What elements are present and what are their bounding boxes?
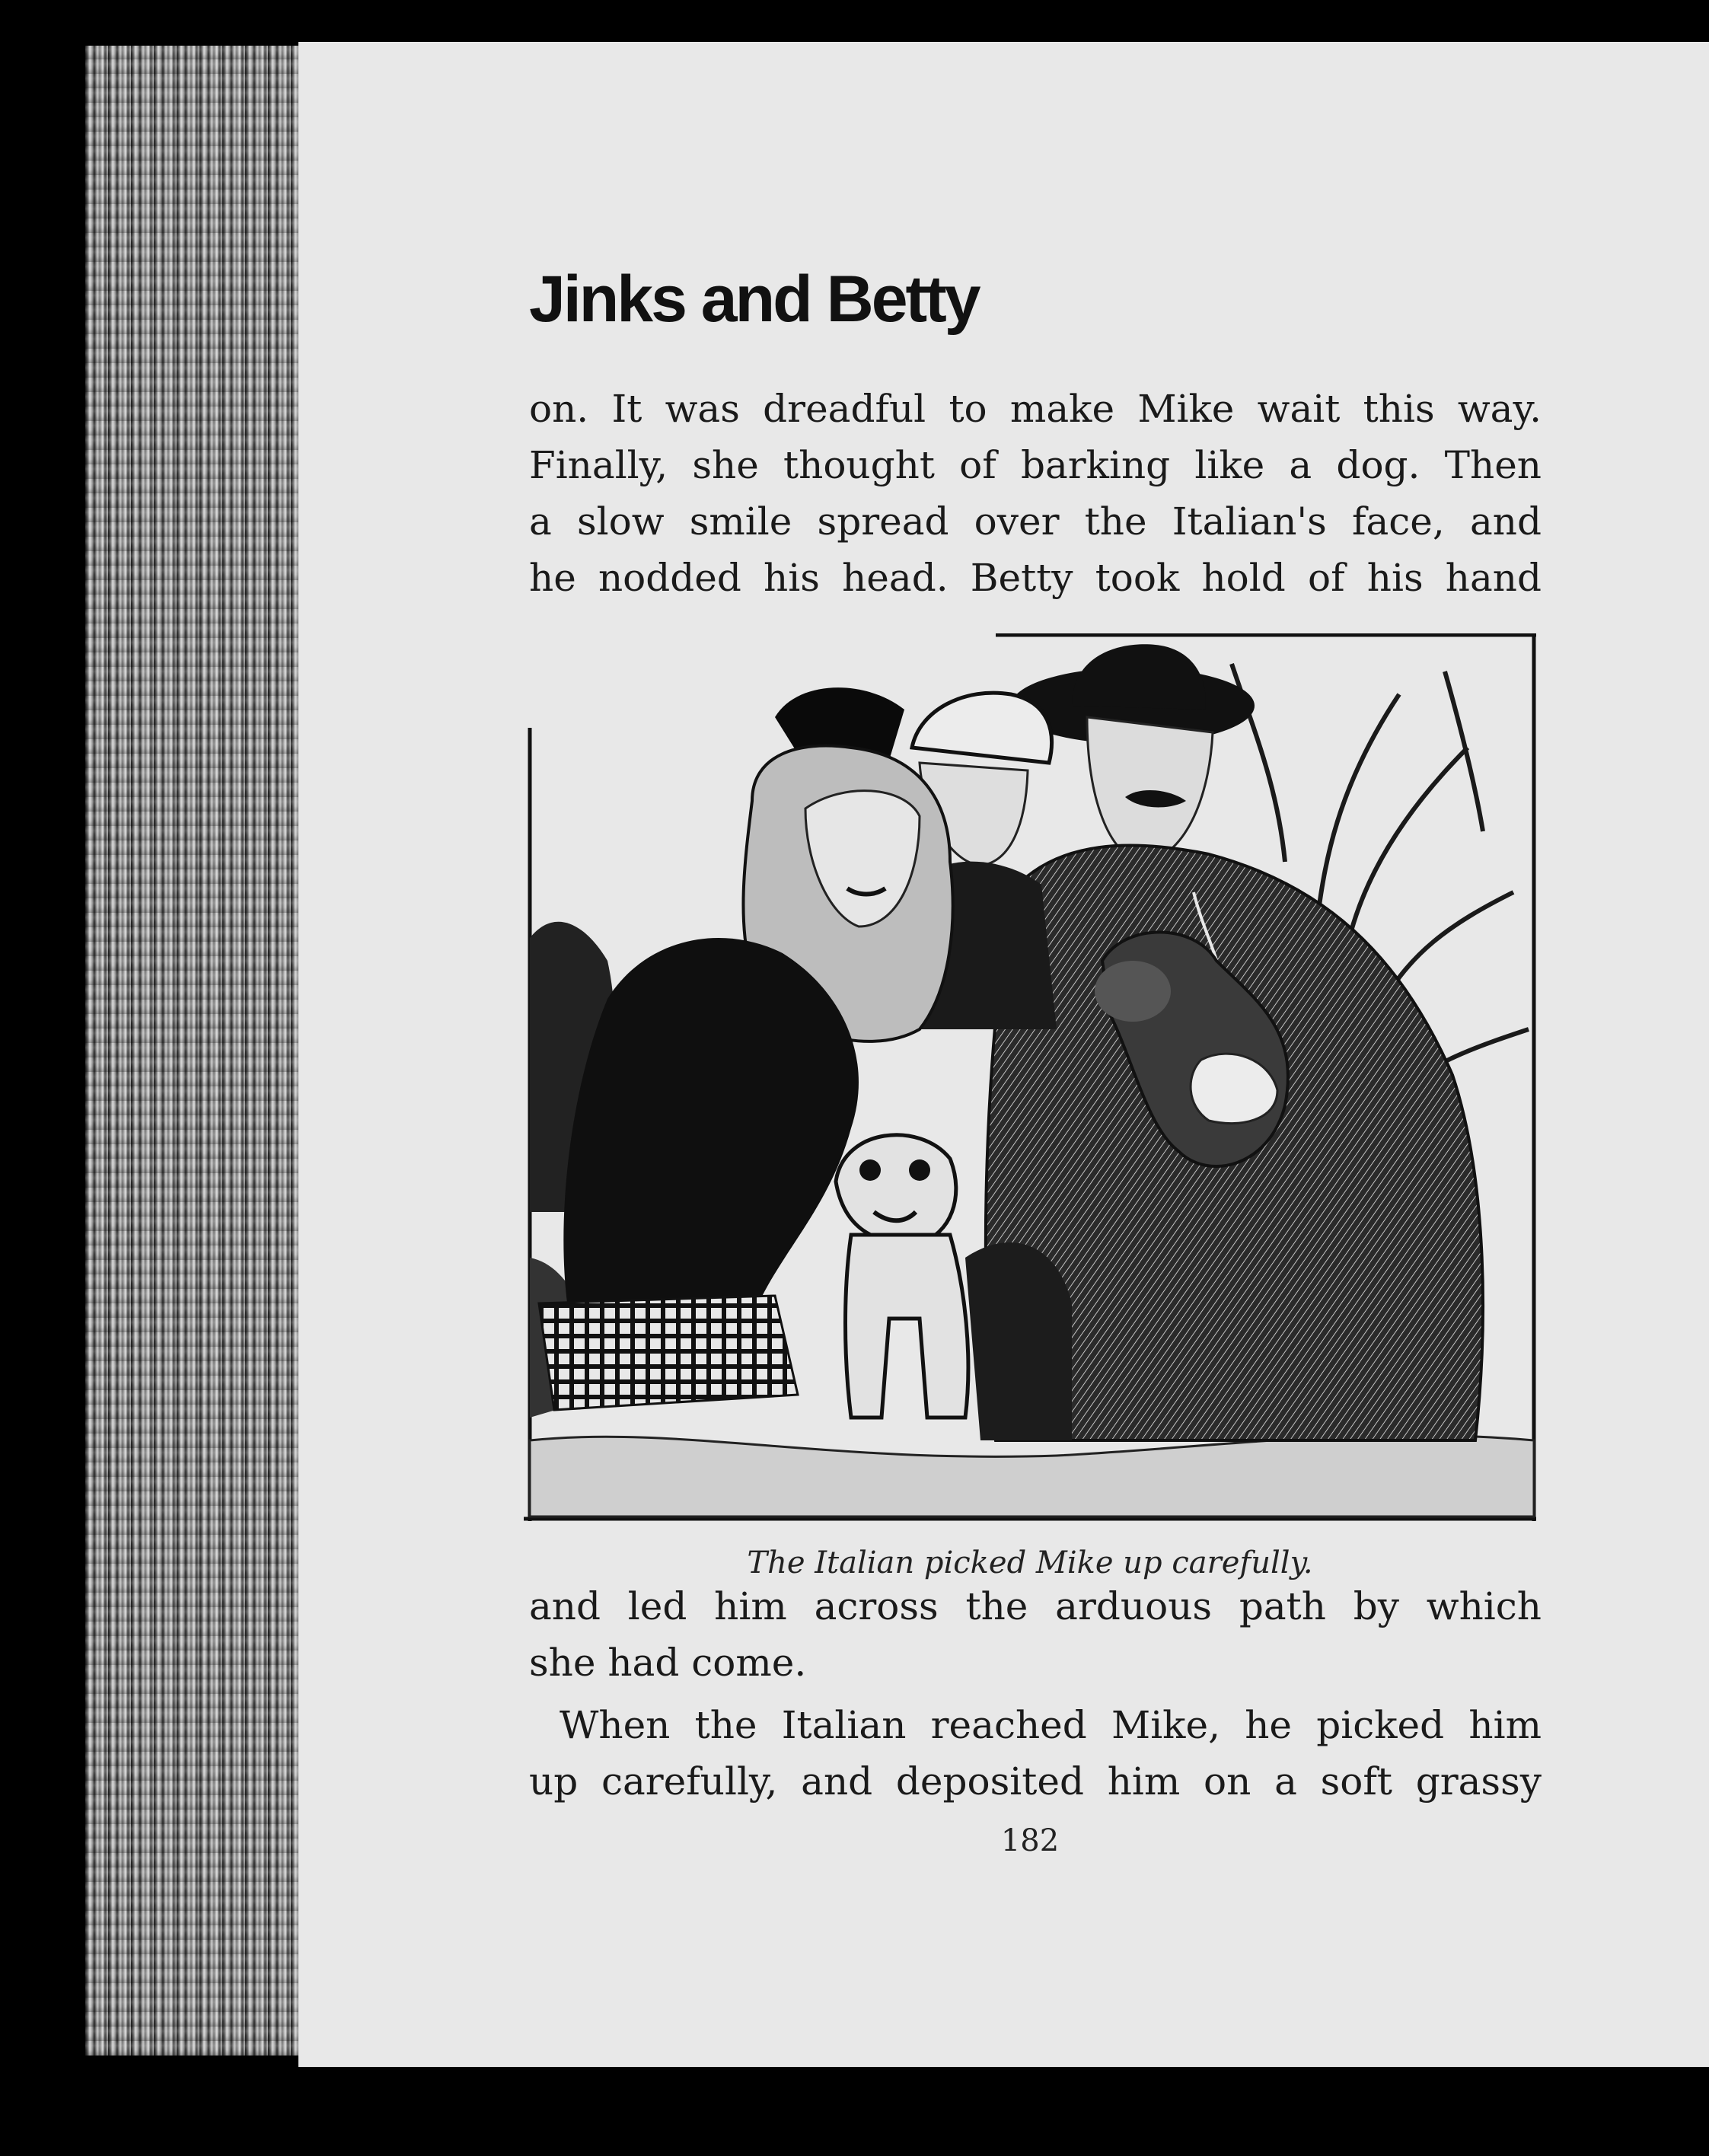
book-page-edge <box>85 46 298 2056</box>
body-line: up carefully, and deposited him on a soft grassy <box>529 1759 1542 1804</box>
figure-caption: The Italian picked Mike up carefully. <box>747 1545 1313 1580</box>
body-line: she had come. <box>529 1641 807 1685</box>
body-line: a slow smile spread over the Italian's face, and <box>529 499 1542 544</box>
page-number: 182 <box>1000 1823 1060 1858</box>
body-line: he nodded his head. Betty took hold of his hand <box>529 556 1542 600</box>
running-head: Jinks and Betty <box>529 263 979 336</box>
body-line: and led him across the arduous path by which <box>529 1584 1542 1628</box>
body-line: Finally, she thought of barking like a dog. Then <box>529 443 1542 487</box>
body-line: When the Italian reached Mike, he picked him <box>560 1703 1542 1747</box>
illustration <box>524 633 1536 1521</box>
body-line: on. It was dreadful to make Mike wait this way. <box>529 387 1542 431</box>
scan-border <box>0 2067 1709 2156</box>
